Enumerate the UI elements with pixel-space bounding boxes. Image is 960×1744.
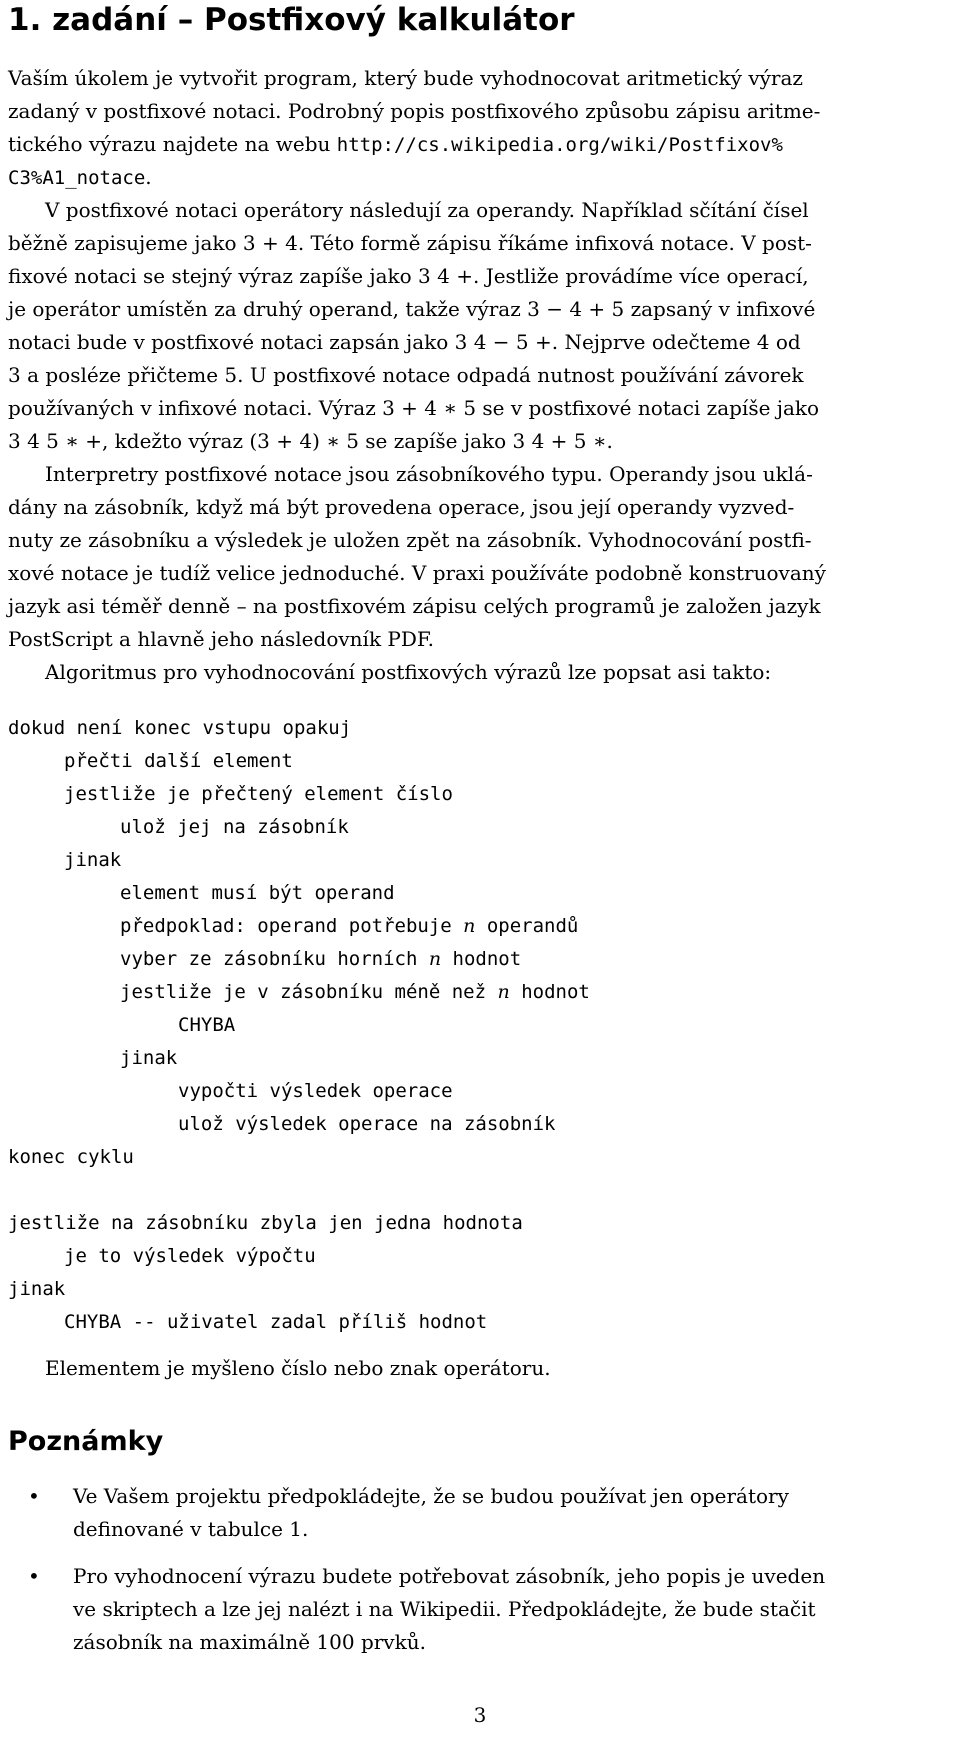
code-line: vypočti výsledek operace [178,1080,453,1102]
code-text: hodnot [509,981,590,1003]
paragraph-line [8,227,952,260]
math-variable-n: n [497,981,510,1003]
paragraph-line [8,128,952,161]
code-line: dokud není konec vstupu opakuj [8,717,352,739]
code-line [8,943,952,976]
paragraph-line: 3 4 5 ∗ +, kdežto výraz (3 + 4) ∗ 5 se zapíše jako 3 4 + 5 ∗. [8,429,613,453]
code-text: jestliže je v zásobníku méně než [120,981,498,1003]
paragraph-line: Interpretry postfixové notace jsou zásobníkového typu. Operandy jsou uklá- [45,462,813,486]
list-item-line: ve skriptech a lze jej nalézt i na Wikipedii. Předpokládejte, že bude stačit [73,1597,816,1621]
math-expression: 3 + 4 [242,231,298,255]
pseudocode-block [8,712,952,1339]
paragraph-line: Algoritmus pro vyhodnocování postfixových výrazů lze popsat asi takto: [45,660,772,684]
math-variable-n: n [428,948,442,970]
bullet-icon: • [28,1484,40,1508]
paragraph-line: jazyk asi téměř denně – na postfixovém zápisu celých programů je založen jazyk [8,594,821,618]
code-line: jinak [64,849,122,871]
paragraph-line: V postfixové notaci operátory následují za operandy. Například sčítání čísel [45,198,809,222]
code-text: hodnot [441,948,522,970]
code-line: jinak [120,1047,178,1069]
paragraph-line: dány na zásobník, když má být provedena operace, jsou její operandy vyzved- [8,495,795,519]
body-text [8,62,952,689]
notes-heading: Poznámky [8,1426,164,1457]
paragraph-line: PostScript a hlavně jeho následovník PDF. [8,627,435,651]
paragraph-line: nuty ze zásobníku a výsledek je uložen zpět na zásobník. Vyhodnocování postfi- [8,528,812,552]
code-text: předpoklad: operand potřebuje [120,915,464,937]
paragraph-line: 3 a posléze přičteme 5. U postfixové notace odpadá nutnost používání závorek [8,363,804,387]
code-line [8,976,952,1009]
code-line: přečti další element [64,750,293,772]
paragraph-line: Vaším úkolem je vytvořit program, který bude vyhodnocovat aritmetický výraz [8,66,803,90]
section-heading: 1. zadání – Postfixový kalkulátor [8,2,575,38]
list-item-line: Ve Vašem projektu předpokládejte, že se budou používat jen operátory [73,1484,789,1508]
code-line: je to výsledek výpočtu [64,1245,316,1267]
page-number: 3 [473,1703,487,1727]
code-text: operandů [475,915,579,937]
math-variable-n: n [463,915,476,937]
list-item [8,1560,952,1659]
code-line [8,910,952,943]
list-item-line: definované v tabulce 1. [73,1517,309,1541]
paragraph-line [8,161,952,194]
paragraph-line: je operátor umístěn za druhý operand, takže výraz 3 − 4 + 5 zapsaný v infixové [8,297,816,321]
code-line: jestliže na zásobníku zbyla jen jedna hodnota [8,1212,523,1234]
paragraph-line: notaci bude v postfixové notaci zapsán jako 3 4 − 5 +. Nejprve odečteme 4 od [8,330,801,354]
notes-list [8,1480,952,1673]
paragraph-line: xové notace je tudíž velice jednoduché. V praxi používáte podobně konstruovaný [8,561,826,585]
paragraph-text: běžně zapisujeme jako [8,231,243,255]
code-text: vyber ze zásobníku horních [120,948,429,970]
paragraph-line: používaných v infixové notaci. Výraz 3 + 4 ∗ 5 se v postfixové notaci zapíše jako [8,396,820,420]
paragraph-text: . Této formě zápisu říkáme infixová notace. V post- [297,231,812,255]
code-line: konec cyklu [8,1146,134,1168]
paragraph-line: zadaný v postfixové notaci. Podrobný popis postfixového způsobu zápisu aritme- [8,99,821,123]
code-line: CHYBA -- uživatel zadal příliš hodnot [64,1311,488,1333]
list-item [8,1480,952,1546]
paragraph-text: . [145,165,152,189]
code-line: jinak [8,1278,66,1300]
code-line: ulož výsledek operace na zásobník [178,1113,556,1135]
list-item-line: Pro vyhodnocení výrazu budete potřebovat zásobník, jeho popis je uveden [73,1564,826,1588]
list-item-line: zásobník na maximálně 100 prvků. [73,1630,426,1654]
wikipedia-link[interactable]: http://cs.wikipedia.org/wiki/Postfixov% [336,134,783,156]
wikipedia-link-continued[interactable]: C3%A1_notace [8,167,146,189]
bullet-icon: • [28,1564,40,1588]
code-line: ulož jej na zásobník [120,816,349,838]
paragraph-line: Elementem je myšleno číslo nebo znak operátoru. [45,1356,551,1380]
code-blank-line [8,1174,952,1207]
paragraph-line: fixové notaci se stejný výraz zapíše jako 3 4 +. Jestliže provádíme více operací, [8,264,809,288]
code-line: jestliže je přečtený element číslo [64,783,453,805]
code-line: CHYBA [178,1014,236,1036]
paragraph-text: tického výrazu najdete na webu [8,132,337,156]
code-line: element musí být operand [120,882,395,904]
